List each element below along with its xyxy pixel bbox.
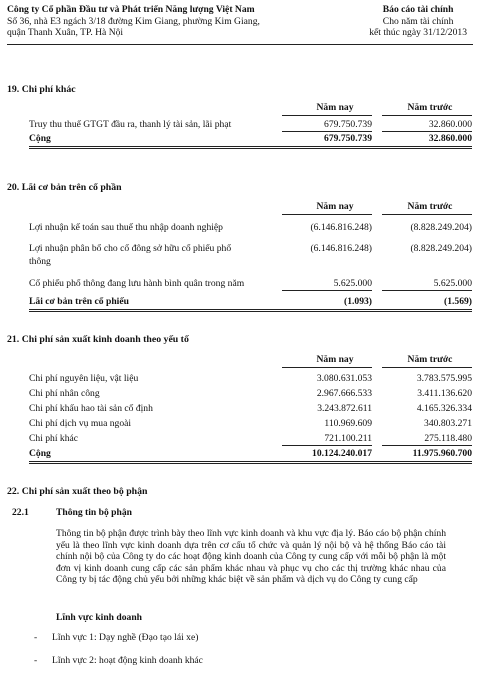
s21-total-label: Cộng	[29, 448, 51, 459]
s22-sub-title: Thông tin bộ phận	[56, 507, 132, 518]
s21-row-4-current: 110.969.609	[324, 418, 372, 429]
s20-subtotal-rule-prior	[382, 290, 472, 291]
s19-col-prior-rule	[382, 115, 472, 116]
s20-row-3-prior: 5.625.000	[433, 278, 472, 289]
s22-paragraph: Thông tin bộ phận được trình bày theo lĩnh vực kinh doanh và khu vực địa lý. Báo cáo bộ phận chính yếu là theo lĩnh vực kinh doanh dựa trên cơ cấu tổ chức và quản lý nội bộ và hệ thống Báo cáo tài chính nội bộ của Công ty do các hoạt động kinh doanh của Công ty cung cấp với mỗi bộ phận là một đơn vị kinh doanh cung cấp các sản phẩm khác nhau và phục vụ cho các thị trường khác nhau của Công ty bị tác động chủ yếu bởi những khác biệt về sản phẩm và dịch vụ do Công ty cung cấp	[56, 528, 446, 586]
s19-row-current: 679.750.739	[324, 119, 372, 130]
header-divider	[7, 44, 473, 45]
report-header	[369, 4, 467, 39]
s20-row-3-label: Cổ phiếu phổ thông đang lưu hành bình quân trong năm	[29, 278, 245, 289]
s21-row-2-current: 2.967.666.533	[316, 388, 372, 399]
s20-col-prior-rule	[382, 214, 472, 215]
s20-row-1-current: (6.146.816.248)	[310, 222, 372, 233]
s19-col-current-rule	[282, 115, 372, 116]
s21-row-1-prior: 3.783.575.995	[416, 373, 472, 384]
s19-row-prior: 32.860.000	[428, 119, 472, 130]
s22-list-item-2-text: Lĩnh vực 2: hoạt động kinh doanh khác	[52, 655, 203, 666]
s21-row-1-label: Chi phí nguyên liệu, vật liệu	[29, 373, 139, 384]
s21-row-3-prior: 4.165.326.334	[416, 403, 472, 414]
s19-subtotal-rule-prior	[382, 131, 472, 132]
s20-total-double-rule	[29, 309, 472, 312]
s21-col-prior: Năm trước	[407, 354, 453, 365]
report-period-line-2: kết thúc ngày 31/12/2013	[369, 27, 467, 39]
s21-row-5-current: 721.100.211	[324, 433, 372, 444]
dash-bullet-icon: -	[34, 655, 38, 666]
company-address-line-2: quận Thanh Xuân, TP. Hà Nội	[7, 27, 124, 39]
s20-row-2-prior: (8.828.249.204)	[410, 243, 472, 254]
s19-subtotal-rule-current	[282, 131, 372, 132]
s22-list-item-1	[34, 632, 198, 643]
s21-row-1-current: 3.080.631.053	[316, 373, 372, 384]
s21-row-4-label: Chi phí dịch vụ mua ngoài	[29, 418, 132, 429]
s20-col-current-rule	[282, 214, 372, 215]
s20-row-1-prior: (8.828.249.204)	[410, 222, 472, 233]
s21-row-2-label: Chi phí nhân công	[29, 388, 100, 399]
s21-row-4-prior: 340.803.271	[424, 418, 472, 429]
s21-row-3-current: 3.243.872.611	[317, 403, 372, 414]
report-title: Báo cáo tài chính	[382, 4, 454, 15]
s21-total-double-rule	[29, 461, 472, 464]
s21-row-3-label: Chi phí khấu hao tài sản cố định	[29, 403, 153, 414]
s19-col-prior: Năm trước	[407, 102, 453, 113]
s20-row-2-current: (6.146.816.248)	[310, 243, 372, 254]
s21-row-5-label: Chi phí khác	[29, 433, 79, 444]
s20-row-1-label: Lợi nhuận kế toán sau thuế thu nhập doanh nghiệp	[29, 222, 223, 233]
section-22-title: 22. Chi phí sản xuất theo bộ phận	[7, 486, 148, 497]
s21-col-prior-rule	[382, 367, 472, 368]
s19-total-double-rule	[29, 146, 472, 149]
s21-row-5-prior: 275.118.480	[424, 433, 472, 444]
s20-row-2-label-line-2: thông	[29, 256, 51, 267]
s21-col-current: Năm nay	[316, 354, 354, 365]
s20-total-current: (1.093)	[344, 296, 372, 307]
s22-list-item-2	[34, 655, 203, 666]
company-name: Công ty Cổ phần Đầu tư và Phát triển Năng lượng Việt Nam	[7, 4, 255, 15]
s20-subtotal-rule-current	[282, 290, 372, 291]
s20-row-3-current: 5.625.000	[333, 278, 372, 289]
s21-total-prior: 11.975.960.700	[412, 448, 472, 459]
section-21-title: 21. Chi phí sản xuất kinh doanh theo yếu tố	[7, 334, 189, 345]
report-period-line-1: Cho năm tài chính	[382, 15, 454, 27]
s22-list-item-1-text: Lĩnh vực 1: Dạy nghề (Đạo tạo lái xe)	[52, 632, 199, 643]
s19-total-prior: 32.860.000	[428, 133, 472, 144]
s21-subtotal-rule-prior	[382, 445, 472, 446]
dash-bullet-icon: -	[34, 632, 38, 643]
company-header	[7, 4, 260, 39]
s21-subtotal-rule-current	[282, 445, 372, 446]
s19-col-current: Năm nay	[316, 102, 354, 113]
s19-total-current: 679.750.739	[324, 133, 372, 144]
s20-row-2-label-line-1: Lợi nhuận phân bổ cho cổ đông sở hữu cổ phiếu phổ	[29, 243, 232, 254]
s22-business-heading: Lĩnh vực kinh doanh	[56, 612, 143, 623]
section-19-title: 19. Chi phí khác	[7, 84, 76, 95]
s20-col-current: Năm nay	[316, 201, 354, 212]
s19-row-label: Truy thu thuế GTGT đầu ra, thanh lý tài sản, lãi phạt	[29, 119, 232, 130]
s21-total-current: 10.124.240.017	[312, 448, 372, 459]
company-address-line-1: Số 36, nhà E3 ngách 3/18 đường Kim Giang, phường Kim Giang,	[7, 15, 260, 27]
s20-total-label: Lãi cơ bản trên cổ phiếu	[29, 296, 129, 307]
s21-row-2-prior: 3.411.136.620	[417, 388, 472, 399]
section-20-title: 20. Lãi cơ bản trên cổ phần	[7, 182, 122, 193]
s20-col-prior: Năm trước	[407, 201, 453, 212]
s21-col-current-rule	[282, 367, 372, 368]
s20-total-prior: (1.569)	[444, 296, 472, 307]
s19-total-label: Cộng	[29, 133, 51, 144]
s22-sub-number: 22.1	[12, 507, 29, 518]
